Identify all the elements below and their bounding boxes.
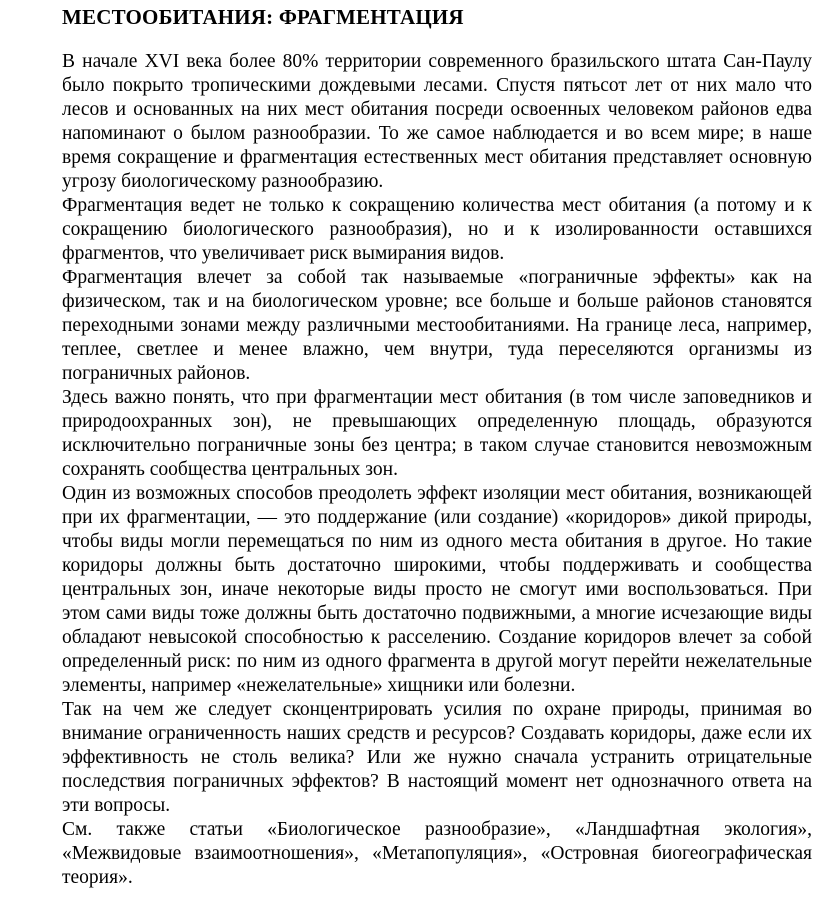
document-title: МЕСТООБИТАНИЯ: ФРАГМЕНТАЦИЯ	[62, 5, 464, 29]
document-page	[62, 4, 812, 890]
paragraph-reserves: Здесь важно понять, что при фрагментации мест обитания (в том числе заповедников и природоохранных зон), не превышающих определенную площадь, образуются исключительно пограничные зоны без центра; в таком случае становится невозможным сохранять сообщества центральных зон.	[62, 387, 812, 480]
paragraph-intro: В начале XVI века более 80% территории современного бразильского штата Сан-Паулу было покрыто тропическими дождевыми лесами. Спустя пятьсот лет от них мало что лесов и основанных на них мест обитания посреди освоенных человеком районов едва напоминают о былом разнообразии. То же самое наблюдается и во всем мире; в наше время сокращение и фрагментация естественных мест обитания представляет основную угрозу биологическому разнообразию.	[62, 51, 812, 192]
paragraph-edge-effects: Фрагментация влечет за собой так называемые «пограничные эффекты» как на физическом, так и на биологическом уровне; все больше и больше районов становятся переходными зонами между различными местообитаниями. На границе леса, например, теплее, светлее и менее влажно, чем внутри, туда переселяются организмы из пограничных районов.	[62, 267, 812, 384]
paragraph-see-also: См. также статьи «Биологическое разнообразие», «Ландшафтная экология», «Межвидовые взаимоотношения», «Метапопуляция», «Островная биогеографическая теория».	[62, 819, 812, 888]
paragraph-conservation-question: Так на чем же следует сконцентрировать усилия по охране природы, принимая во внимание ограниченность наших средств и ресурсов? Создавать коридоры, даже если их эффективность не столь велика? Или же нужно сначала устранить отрицательные последствия пограничных эффектов? В настоящий момент нет однозначного ответа на эти вопросы.	[62, 699, 812, 816]
paragraph-fragmentation-effects: Фрагментация ведет не только к сокращению количества мест обитания (а потому и к сокращению биологического разнообразия), но и к изолированности оставшихся фрагментов, что увеличивает риск вымирания видов.	[62, 195, 812, 264]
paragraph-corridors: Один из возможных способов преодолеть эффект изоляции мест обитания, возникающей при их фрагментации, — это поддержание (или создание) «коридоров» дикой природы, чтобы виды могли перемещаться по ним из одного места обитания в другое. Но такие коридоры должны быть достаточно широкими, чтобы поддерживать и сообщества центральных зон, иначе некоторые виды просто не смогут ими воспользоваться. При этом сами виды тоже должны быть достаточно подвижными, а многие исчезающие виды обладают невысокой способностью к расселению. Создание коридоров влечет за собой определенный риск: по ним из одного фрагмента в другой могут перейти нежелательные элементы, например «нежелательные» хищники или болезни.	[62, 483, 812, 696]
